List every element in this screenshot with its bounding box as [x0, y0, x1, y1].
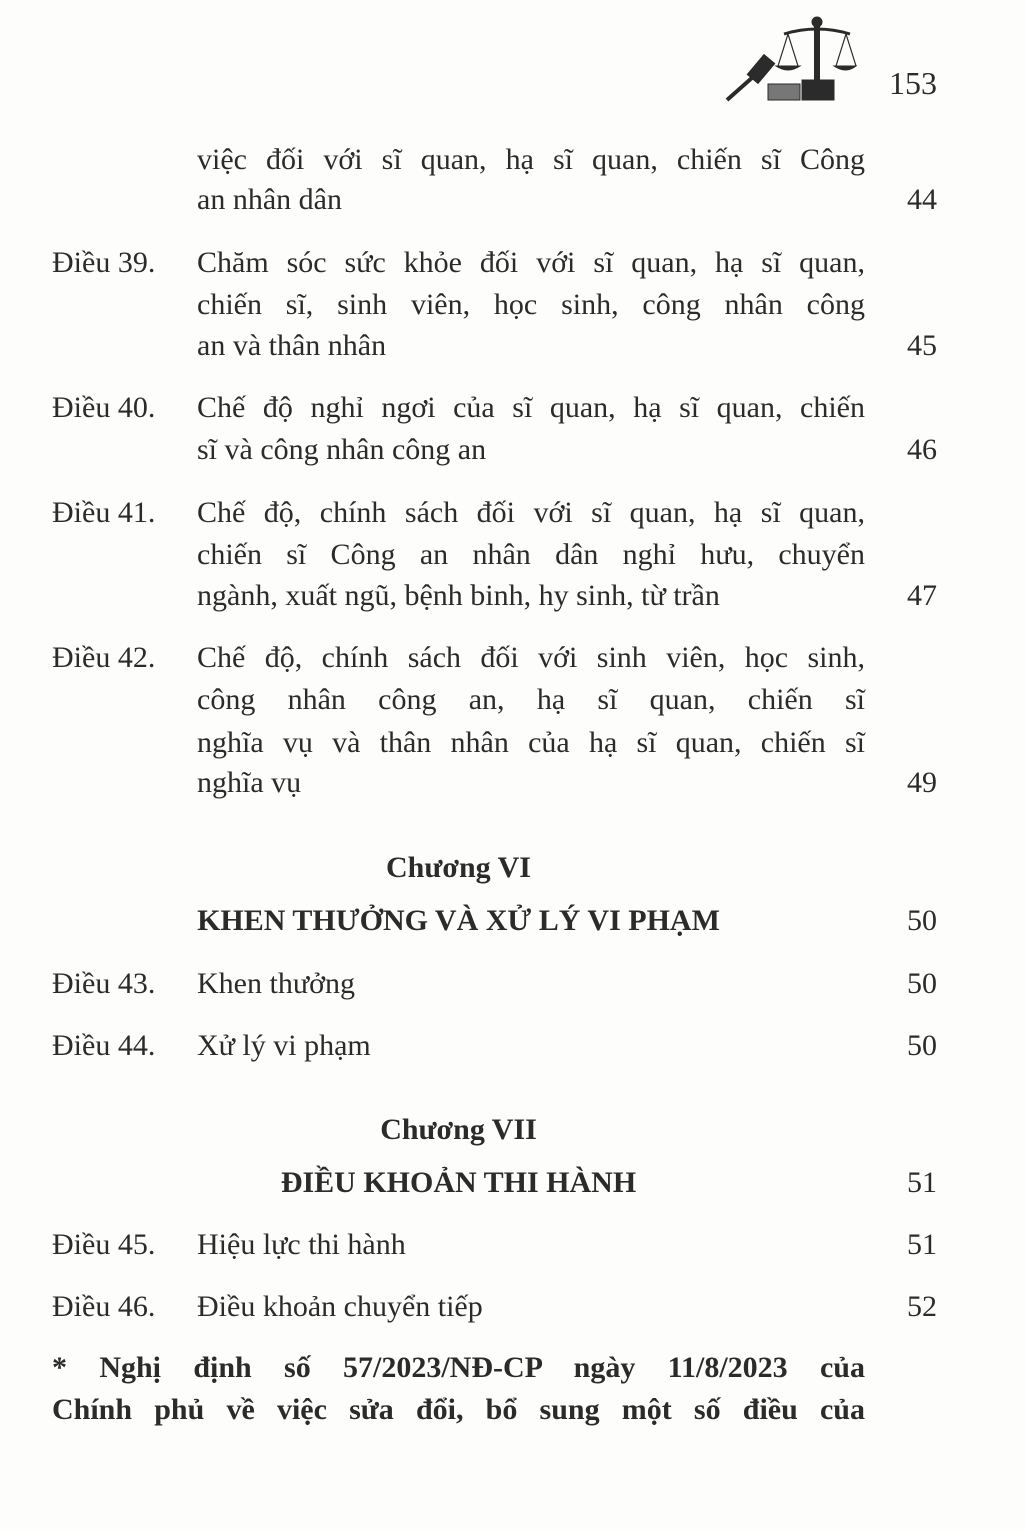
- toc-line: an nhân dân: [197, 183, 342, 216]
- toc-page: 46: [907, 433, 937, 466]
- toc-label: Điều 43.: [52, 967, 156, 1000]
- toc-page: 51: [907, 1166, 937, 1199]
- chapter-number: Chương VI: [386, 851, 531, 884]
- toc-label: Điều 41.: [52, 496, 156, 529]
- toc-line: Chế độ, chính sách đối với sinh viên, học sinh,: [197, 641, 865, 674]
- toc-line: Khen thưởng: [197, 967, 355, 1000]
- toc-line: chiến sĩ, sinh viên, học sinh, công nhân công: [197, 288, 865, 321]
- toc-label: Điều 45.: [52, 1228, 156, 1261]
- toc-line: ngành, xuất ngũ, bệnh binh, hy sinh, từ trần: [197, 579, 720, 612]
- toc-page: 50: [907, 967, 937, 1000]
- toc-line: sĩ và công nhân công an: [197, 433, 487, 466]
- toc-line: nghĩa vụ và thân nhân của hạ sĩ quan, chiến sĩ: [197, 726, 865, 759]
- toc-line: Chăm sóc sức khỏe đối với sĩ quan, hạ sĩ quan,: [197, 246, 865, 279]
- toc-label: Điều 44.: [52, 1029, 156, 1062]
- toc-page: 47: [907, 579, 937, 612]
- toc-line: Chế độ, chính sách đối với sĩ quan, hạ sĩ quan,: [197, 496, 865, 529]
- toc-page: 52: [907, 1290, 937, 1323]
- toc-page: 44: [907, 183, 937, 216]
- toc-line: Điều khoản chuyển tiếp: [197, 1290, 483, 1323]
- toc-page: 50: [907, 904, 937, 937]
- toc-page: 49: [907, 766, 937, 799]
- toc-label: Điều 39.: [52, 246, 156, 279]
- page-number: 153: [889, 65, 937, 101]
- chapter-title: KHEN THƯỞNG VÀ XỬ LÝ VI PHẠM: [197, 904, 720, 937]
- toc-page: 45: [907, 329, 937, 362]
- toc-line: Chế độ nghỉ ngơi của sĩ quan, hạ sĩ quan, chiến: [197, 391, 865, 424]
- toc-line: Hiệu lực thi hành: [197, 1228, 406, 1261]
- toc-label: Điều 46.: [52, 1290, 156, 1323]
- toc-page: 50: [907, 1029, 937, 1062]
- toc-line: an và thân nhân: [197, 329, 387, 362]
- toc-line: Xử lý vi phạm: [197, 1029, 371, 1062]
- note-line: * Nghị định số 57/2023/NĐ-CP ngày 11/8/2023 của: [52, 1351, 865, 1384]
- toc-label: Điều 42.: [52, 641, 156, 674]
- note-line: Chính phủ về việc sửa đổi, bổ sung một số điều của: [52, 1393, 865, 1426]
- toc-page: 51: [907, 1228, 937, 1261]
- toc-label: Điều 40.: [52, 391, 156, 424]
- toc-line: việc đối với sĩ quan, hạ sĩ quan, chiến sĩ Công: [197, 143, 865, 176]
- chapter-number: Chương VII: [380, 1113, 537, 1146]
- chapter-title: ĐIỀU KHOẢN THI HÀNH: [280, 1166, 637, 1199]
- toc-line: chiến sĩ Công an nhân dân nghỉ hưu, chuyển: [197, 538, 865, 571]
- toc-line: công nhân công an, hạ sĩ quan, chiến sĩ: [197, 683, 865, 716]
- toc-line: nghĩa vụ: [197, 766, 302, 799]
- scales-of-justice-gavel-icon: [722, 14, 857, 102]
